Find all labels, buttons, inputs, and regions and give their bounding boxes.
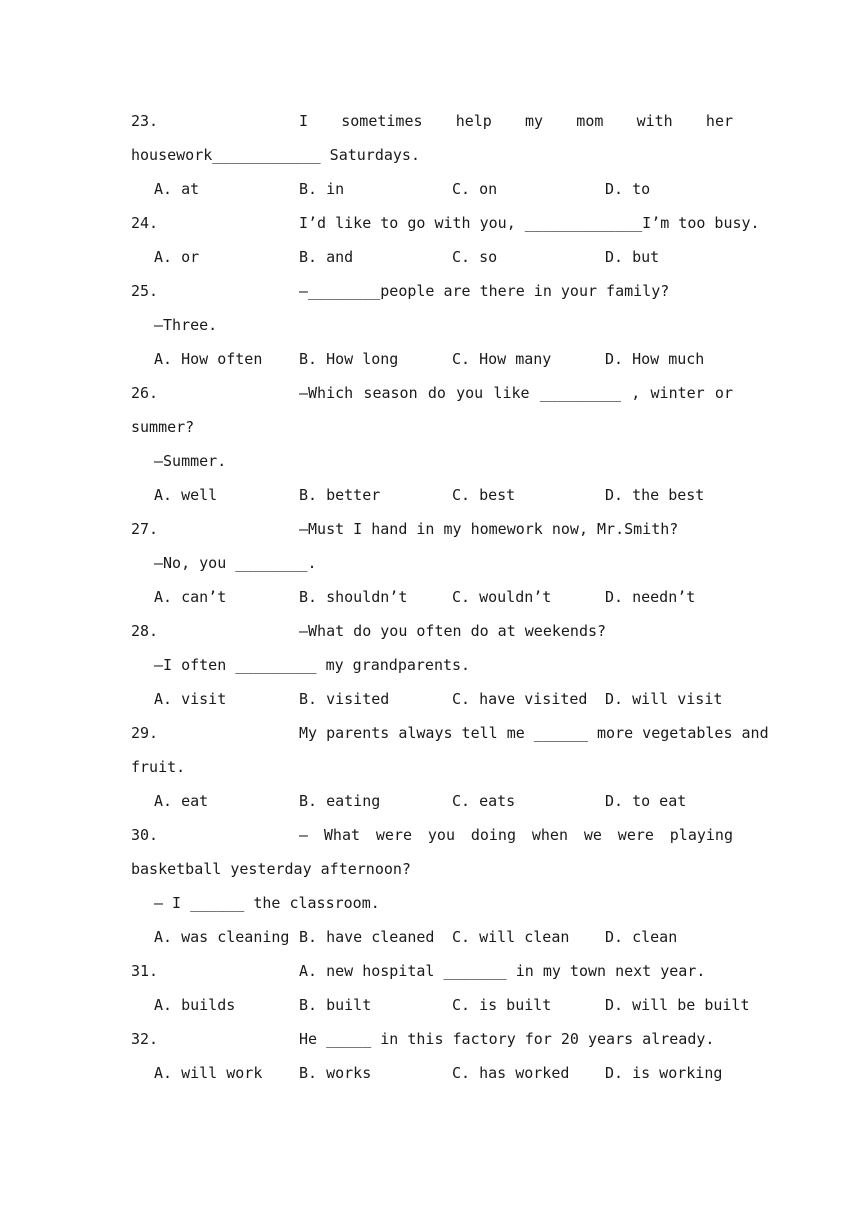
question-first-line bbox=[131, 512, 733, 546]
question-number: 23. bbox=[131, 112, 159, 130]
question-list bbox=[131, 104, 769, 1090]
question-first-line bbox=[131, 716, 769, 750]
option-d: D. is working bbox=[605, 1064, 723, 1082]
question-number: 32. bbox=[131, 1030, 159, 1048]
option-a: A. at bbox=[154, 180, 200, 198]
option-b: B. and bbox=[299, 248, 354, 266]
option-a: A. well bbox=[154, 486, 218, 504]
option-a: A. or bbox=[154, 248, 200, 266]
option-c: C. wouldn’t bbox=[452, 588, 552, 606]
question-item bbox=[131, 512, 733, 614]
option-b: B. How long bbox=[299, 350, 399, 368]
question-item bbox=[131, 954, 750, 1022]
question-number: 25. bbox=[131, 282, 159, 300]
option-a: A. builds bbox=[154, 996, 236, 1014]
dialogue-line: —Summer. bbox=[154, 452, 227, 470]
option-b: B. visited bbox=[299, 690, 390, 708]
dialogue-line: —Three. bbox=[154, 316, 218, 334]
options-row bbox=[131, 784, 733, 818]
options-row bbox=[131, 920, 733, 954]
question-stem-continuation: housework____________ Saturdays. bbox=[131, 146, 420, 164]
question-number: 28. bbox=[131, 622, 159, 640]
option-b: B. shouldn’t bbox=[299, 588, 408, 606]
option-c: C. How many bbox=[452, 350, 552, 368]
question-first-line bbox=[131, 1022, 733, 1056]
dialogue-line: —No, you ________. bbox=[154, 554, 317, 572]
question-stem: —________people are there in your family? bbox=[299, 282, 670, 300]
question-item bbox=[131, 818, 733, 954]
question-stem-continuation: summer? bbox=[131, 418, 195, 436]
option-b: B. works bbox=[299, 1064, 372, 1082]
option-a: A. was cleaning bbox=[154, 928, 290, 946]
options-row bbox=[131, 988, 750, 1022]
option-a: A. How often bbox=[154, 350, 263, 368]
question-stem: —Must I hand in my homework now, Mr.Smith? bbox=[299, 520, 679, 538]
question-number: 29. bbox=[131, 724, 159, 742]
question-first-line bbox=[131, 104, 733, 138]
option-d: D. to bbox=[605, 180, 651, 198]
options-row bbox=[131, 580, 733, 614]
option-c: C. has worked bbox=[452, 1064, 570, 1082]
option-b: B. in bbox=[299, 180, 345, 198]
question-first-line bbox=[131, 614, 733, 648]
question-stem: My parents always tell me ______ more vegetables and bbox=[299, 724, 769, 742]
question-item bbox=[131, 206, 760, 274]
question-first-line bbox=[131, 818, 733, 852]
question-stem-continuation: fruit. bbox=[131, 758, 186, 776]
options-row bbox=[131, 1056, 733, 1090]
option-d: D. but bbox=[605, 248, 660, 266]
option-c: C. best bbox=[452, 486, 516, 504]
question-item bbox=[131, 1022, 733, 1090]
option-d: D. will be built bbox=[605, 996, 750, 1014]
question-stem: He _____ in this factory for 20 years already. bbox=[299, 1030, 715, 1048]
option-b: B. eating bbox=[299, 792, 381, 810]
question-item bbox=[131, 274, 733, 376]
option-c: C. will clean bbox=[452, 928, 570, 946]
question-item bbox=[131, 104, 733, 206]
option-a: A. will work bbox=[154, 1064, 263, 1082]
option-c: C. eats bbox=[452, 792, 516, 810]
question-stem-continuation: basketball yesterday afternoon? bbox=[131, 860, 411, 878]
question-stem: I’d like to go with you, _____________I’m too busy. bbox=[299, 214, 760, 232]
options-row bbox=[131, 682, 733, 716]
question-number: 30. bbox=[131, 826, 159, 844]
option-c: C. is built bbox=[452, 996, 552, 1014]
question-number: 24. bbox=[131, 214, 159, 232]
option-c: C. have visited bbox=[452, 690, 588, 708]
option-c: C. on bbox=[452, 180, 498, 198]
options-row bbox=[131, 172, 733, 206]
option-d: D. How much bbox=[605, 350, 705, 368]
option-d: D. clean bbox=[605, 928, 678, 946]
options-row bbox=[131, 240, 733, 274]
question-stem: A. new hospital _______ in my town next year. bbox=[299, 962, 706, 980]
question-first-line bbox=[131, 954, 733, 988]
question-item bbox=[131, 614, 733, 716]
question-first-line bbox=[131, 376, 733, 410]
option-d: D. will visit bbox=[605, 690, 723, 708]
option-b: B. better bbox=[299, 486, 381, 504]
dialogue-line: — I ______ the classroom. bbox=[154, 894, 380, 912]
question-number: 26. bbox=[131, 384, 159, 402]
option-c: C. so bbox=[452, 248, 498, 266]
question-first-line bbox=[131, 206, 760, 240]
option-b: B. have cleaned bbox=[299, 928, 435, 946]
question-number: 27. bbox=[131, 520, 159, 538]
question-stem: — What were you doing when we were playing bbox=[299, 826, 733, 844]
question-item bbox=[131, 376, 733, 512]
question-stem: —Which season do you like _________ , winter or bbox=[299, 384, 733, 402]
question-stem: —What do you often do at weekends? bbox=[299, 622, 607, 640]
option-a: A. eat bbox=[154, 792, 209, 810]
dialogue-line: —I often _________ my grandparents. bbox=[154, 656, 471, 674]
question-first-line bbox=[131, 274, 733, 308]
options-row bbox=[131, 342, 733, 376]
question-stem: I sometimes help my mom with her bbox=[299, 112, 733, 130]
option-d: D. to eat bbox=[605, 792, 687, 810]
option-a: A. can’t bbox=[154, 588, 227, 606]
question-number: 31. bbox=[131, 962, 159, 980]
option-d: D. the best bbox=[605, 486, 705, 504]
option-a: A. visit bbox=[154, 690, 227, 708]
question-item bbox=[131, 716, 769, 818]
options-row bbox=[131, 478, 733, 512]
option-b: B. built bbox=[299, 996, 372, 1014]
option-d: D. needn’t bbox=[605, 588, 696, 606]
